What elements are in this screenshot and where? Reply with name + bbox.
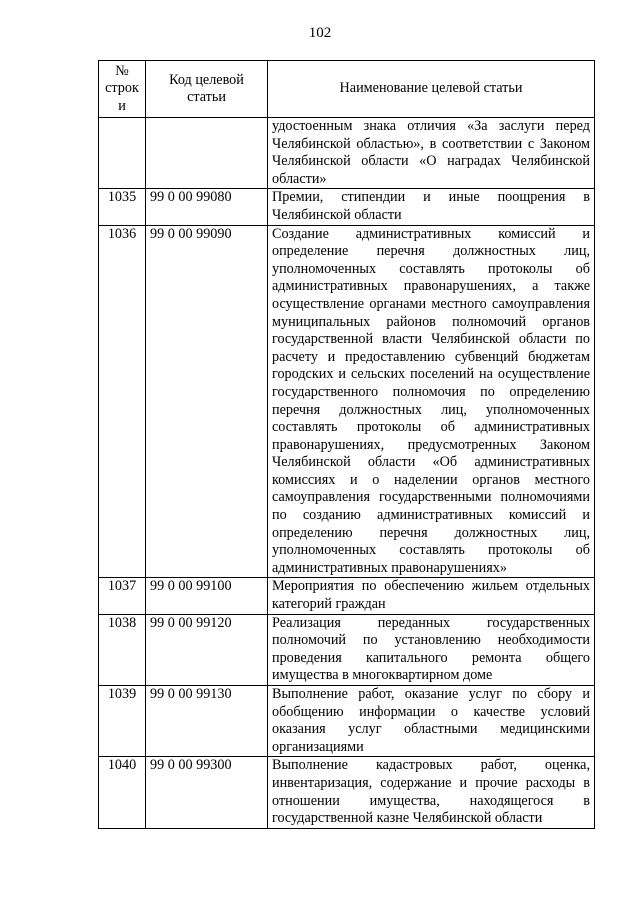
table-row [99, 118, 595, 189]
row-number-cell: 1035 [99, 189, 146, 225]
row-number-cell: 1039 [99, 686, 146, 757]
table-header-row [99, 61, 595, 118]
target-name-cell: Создание административных комиссий и определение перечня должностных лиц, уполномоченных составлять протоколы об административных правонарушениях, а также осуществление органами местного самоуправления муниципальных районов полномочий органов государственной власти Челябинской области по расчету и предоставлению субвенций бюджетам городских и сельских поселений на осуществление государственного полномочия по определению перечня должностных лиц, уполномоченных составлять протоколы об административных правонарушениях, предусмотренных Законом Челябинской области «Об административных комиссиях и о наделении органов местного самоуправления государственными полномочиями по созданию административных комиссий и определению перечня должностных лиц, уполномоченных составлять протоколы об административных правонарушениях» [268, 225, 595, 578]
table-row [99, 686, 595, 757]
target-code-cell: 99 0 00 99080 [146, 189, 268, 225]
table-row [99, 189, 595, 225]
target-name-cell: Выполнение работ, оказание услуг по сбору и обобщению информации о качестве условий оказания услуг областными медицинскими организациями [268, 686, 595, 757]
page-number: 102 [308, 25, 332, 41]
target-code-cell: 99 0 00 99300 [146, 757, 268, 828]
target-code-cell: 99 0 00 99100 [146, 578, 268, 614]
header-row-number: № строк и [99, 61, 146, 118]
target-name-cell: Мероприятия по обеспечению жильем отдельных категорий граждан [268, 578, 595, 614]
target-code-cell: 99 0 00 99120 [146, 614, 268, 685]
target-code-cell: 99 0 00 99130 [146, 686, 268, 757]
header-target-code: Код целевой статьи [146, 61, 268, 118]
row-number-cell: 1037 [99, 578, 146, 614]
header-target-name: Наименование целевой статьи [268, 61, 595, 118]
target-name-cell: удостоенным знака отличия «За заслуги перед Челябинской областью», в соответствии с Законом Челябинской области «О наградах Челябинской области» [268, 118, 595, 189]
table-row [99, 225, 595, 578]
table-row [99, 578, 595, 614]
row-number-cell: 1036 [99, 225, 146, 578]
target-name-cell: Реализация переданных государственных полномочий по установлению необходимости проведения капитального ремонта общего имущества в многоквартирном доме [268, 614, 595, 685]
row-number-cell: 1038 [99, 614, 146, 685]
table-row [99, 757, 595, 828]
row-number-cell [99, 118, 146, 189]
target-code-cell [146, 118, 268, 189]
target-items-table [98, 60, 595, 829]
row-number-cell: 1040 [99, 757, 146, 828]
table-row [99, 614, 595, 685]
target-name-cell: Выполнение кадастровых работ, оценка, инвентаризация, содержание и прочие расходы в отношении имущества, находящегося в государственной казне Челябинской области [268, 757, 595, 828]
target-name-cell: Премии, стипендии и иные поощрения в Челябинской области [268, 189, 595, 225]
target-code-cell: 99 0 00 99090 [146, 225, 268, 578]
